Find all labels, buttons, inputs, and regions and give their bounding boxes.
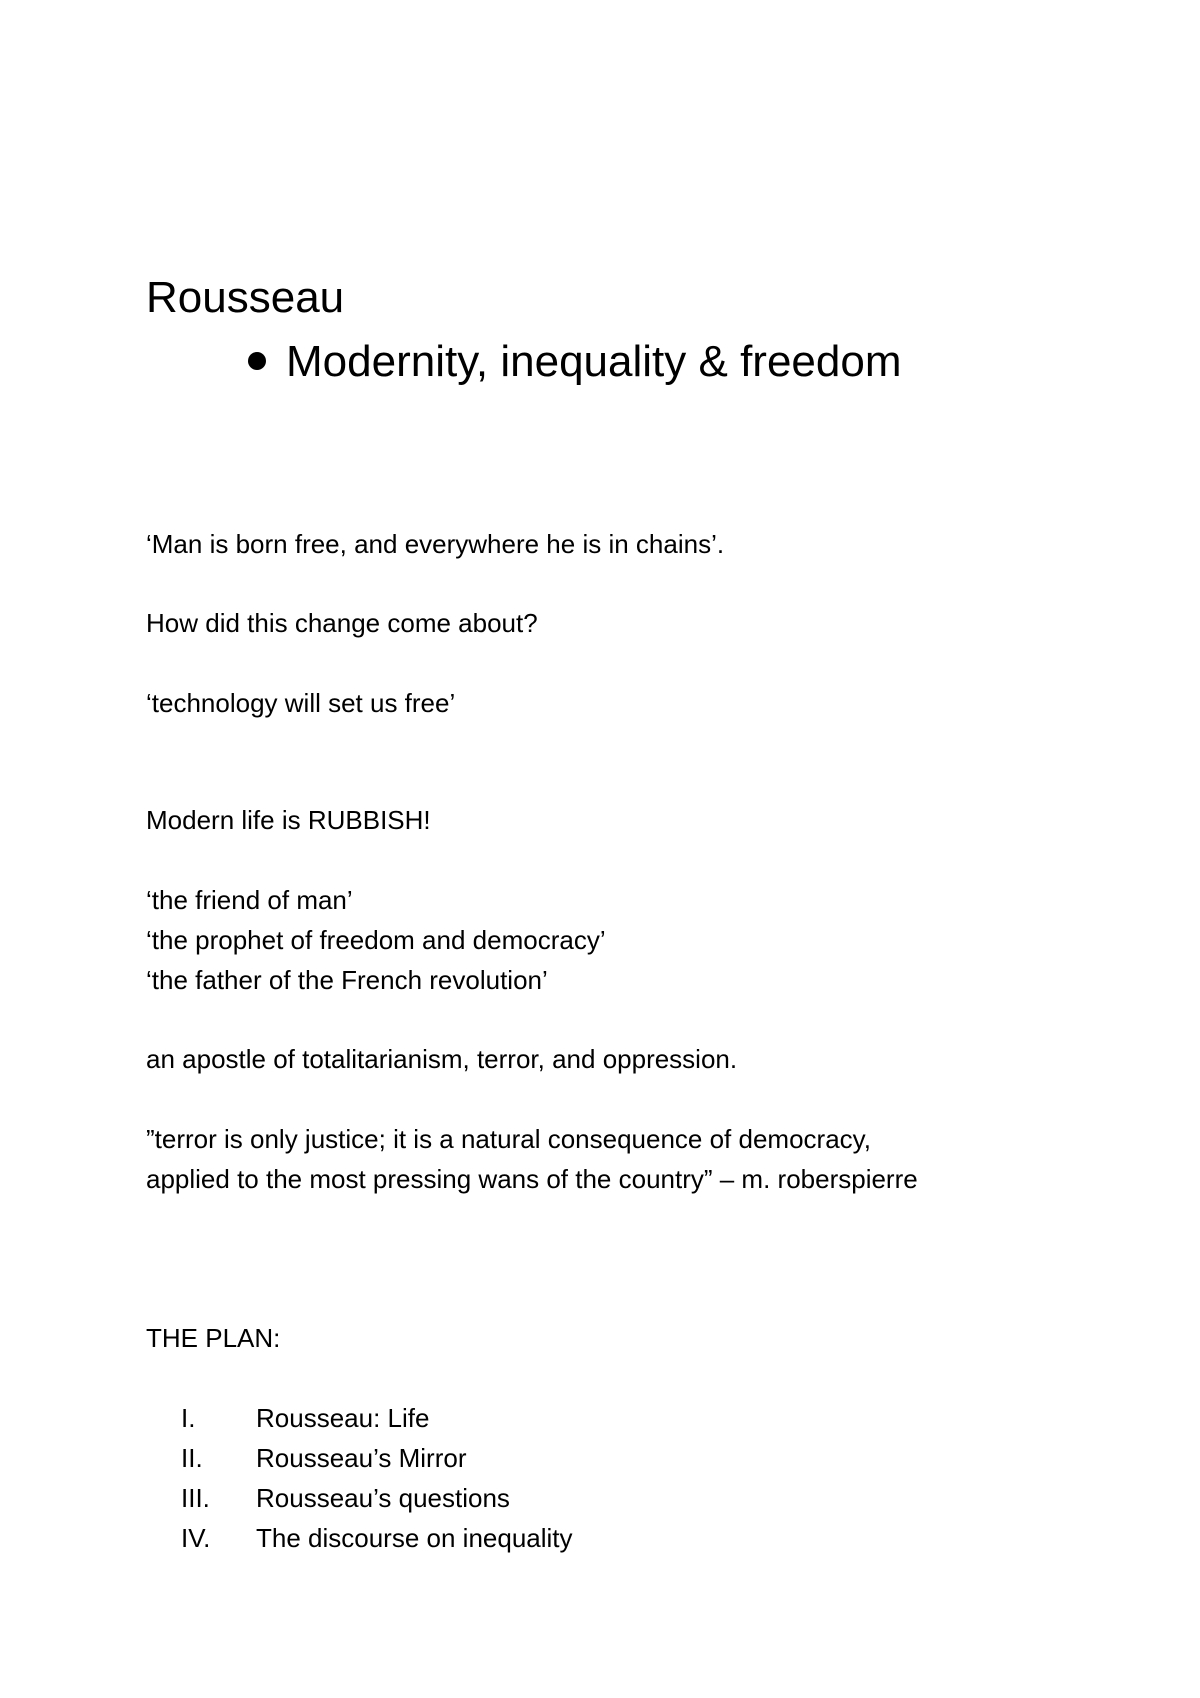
- plan-heading: THE PLAN:: [146, 1323, 281, 1353]
- epithet-father-revolution: ‘the father of the French revolution’: [146, 965, 548, 995]
- modern-life-statement: Modern life is RUBBISH!: [146, 805, 431, 835]
- terror-quote-line-1: ”terror is only justice; it is a natural consequence of democracy,: [146, 1124, 871, 1154]
- plan-text: Rousseau’s Mirror: [256, 1443, 467, 1473]
- document-title: Rousseau: [146, 273, 345, 322]
- apostle-statement: an apostle of totalitarianism, terror, and oppression.: [146, 1044, 738, 1074]
- quote-chains: ‘Man is born free, and everywhere he is in chains’.: [146, 529, 725, 559]
- question-change: How did this change come about?: [146, 608, 538, 638]
- epithet-friend-of-man: ‘the friend of man’: [146, 885, 353, 915]
- quote-technology: ‘technology will set us free’: [146, 688, 456, 718]
- plan-number: IV.: [181, 1523, 211, 1553]
- plan-text: Rousseau’s questions: [256, 1483, 510, 1513]
- plan-text: The discourse on inequality: [256, 1523, 573, 1553]
- plan-number: I.: [181, 1403, 196, 1433]
- subtitle-bullet-item: [248, 334, 901, 390]
- epithet-prophet: ‘the prophet of freedom and democracy’: [146, 925, 606, 955]
- bullet-icon: [248, 352, 266, 370]
- subtitle-text: Modernity, inequality & freedom: [286, 337, 902, 386]
- plan-number: III.: [181, 1483, 210, 1513]
- terror-quote-line-2: applied to the most pressing wans of the country” – m. roberspierre: [146, 1164, 918, 1194]
- plan-text: Rousseau: Life: [256, 1403, 430, 1433]
- plan-number: II.: [181, 1443, 203, 1473]
